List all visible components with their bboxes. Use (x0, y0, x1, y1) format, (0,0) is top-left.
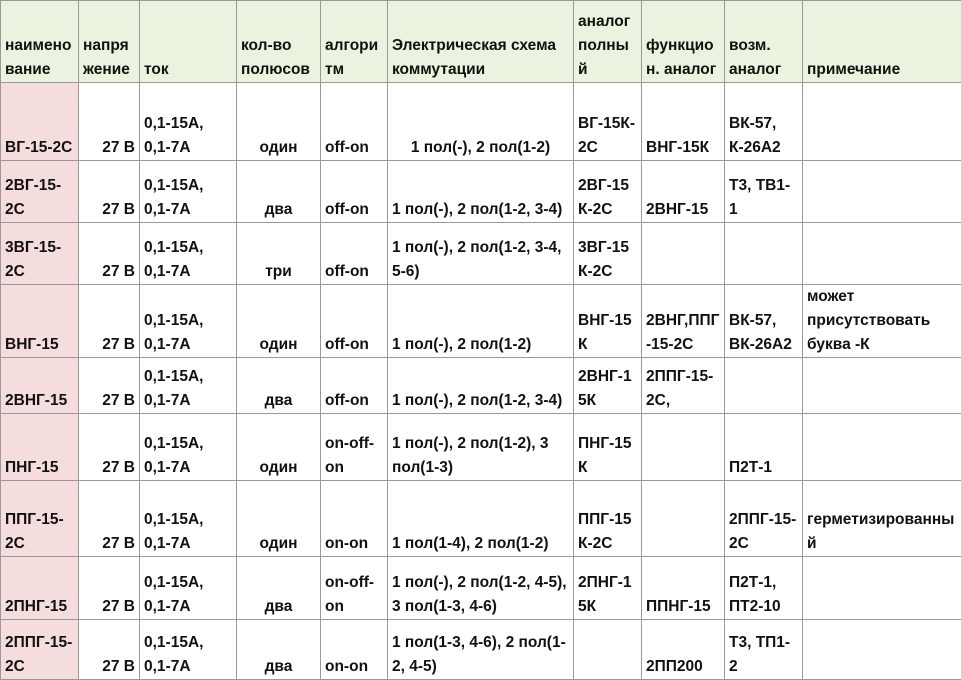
name-cell[interactable]: 2ВНГ-15 (1, 358, 79, 414)
header-cell[interactable]: наименование (1, 1, 79, 83)
table-row (1, 358, 961, 414)
circuit-cell[interactable]: 1 пол(-), 2 пол(1-2), 3 пол(1-3) (388, 414, 574, 481)
name-cell[interactable]: 3ВГ-15-2С (1, 223, 79, 285)
table-row (1, 557, 961, 620)
name-cell[interactable]: ПНГ-15 (1, 414, 79, 481)
circuit-cell[interactable]: 1 пол(-), 2 пол(1-2) (388, 83, 574, 161)
full-analog-cell[interactable]: ВГ-15К-2С (574, 83, 642, 161)
functional-analog-cell[interactable]: ППНГ-15 (642, 557, 725, 620)
voltage-cell[interactable]: 27 В (79, 161, 140, 223)
current-cell[interactable]: 0,1-15А, 0,1-7А (140, 481, 237, 557)
note-cell[interactable] (803, 223, 961, 285)
algorithm-cell[interactable]: off-on (321, 161, 388, 223)
poles-cell[interactable]: один (237, 83, 321, 161)
possible-analog-cell[interactable]: П2Т-1, ПТ2-10 (725, 557, 803, 620)
algorithm-cell[interactable]: off-on (321, 83, 388, 161)
functional-analog-cell[interactable] (642, 414, 725, 481)
circuit-cell[interactable]: 1 пол(-), 2 пол(1-2, 3-4) (388, 161, 574, 223)
functional-analog-cell[interactable]: 2ПП200 (642, 620, 725, 680)
header-cell[interactable]: возм. аналог (725, 1, 803, 83)
header-cell[interactable]: кол-во полюсов (237, 1, 321, 83)
functional-analog-cell[interactable] (642, 223, 725, 285)
algorithm-cell[interactable]: on-off-on (321, 557, 388, 620)
functional-analog-cell[interactable]: 2ВНГ,ППГ-15-2С (642, 285, 725, 358)
full-analog-cell[interactable]: 3ВГ-15К-2С (574, 223, 642, 285)
name-cell[interactable]: ВНГ-15 (1, 285, 79, 358)
possible-analog-cell[interactable]: П2Т-1 (725, 414, 803, 481)
current-cell[interactable]: 0,1-15А, 0,1-7А (140, 358, 237, 414)
voltage-cell[interactable]: 27 В (79, 557, 140, 620)
table-row (1, 161, 961, 223)
full-analog-cell[interactable]: ПНГ-15К (574, 414, 642, 481)
algorithm-cell[interactable]: on-on (321, 481, 388, 557)
full-analog-cell[interactable]: ППГ-15К-2С (574, 481, 642, 557)
header-cell[interactable]: Электрическая схема коммутации (388, 1, 574, 83)
possible-analog-cell[interactable]: Т3, ТВ1-1 (725, 161, 803, 223)
voltage-cell[interactable]: 27 В (79, 414, 140, 481)
poles-cell[interactable]: два (237, 358, 321, 414)
note-cell[interactable] (803, 83, 961, 161)
header-cell[interactable]: примечание (803, 1, 961, 83)
current-cell[interactable]: 0,1-15А, 0,1-7А (140, 557, 237, 620)
header-cell[interactable]: ток (140, 1, 237, 83)
voltage-cell[interactable]: 27 В (79, 83, 140, 161)
possible-analog-cell[interactable] (725, 223, 803, 285)
table-row (1, 481, 961, 557)
possible-analog-cell[interactable] (725, 358, 803, 414)
full-analog-cell[interactable]: 2ПНГ-15К (574, 557, 642, 620)
functional-analog-cell[interactable] (642, 481, 725, 557)
possible-analog-cell[interactable]: ВК-57, ВК-26А2 (725, 285, 803, 358)
poles-cell[interactable]: два (237, 620, 321, 680)
algorithm-cell[interactable]: on-on (321, 620, 388, 680)
note-cell[interactable] (803, 620, 961, 680)
algorithm-cell[interactable]: off-on (321, 358, 388, 414)
name-cell[interactable]: ППГ-15-2С (1, 481, 79, 557)
voltage-cell[interactable]: 27 В (79, 481, 140, 557)
algorithm-cell[interactable]: off-on (321, 223, 388, 285)
name-cell[interactable]: 2ВГ-15-2С (1, 161, 79, 223)
full-analog-cell[interactable]: 2ВГ-15К-2С (574, 161, 642, 223)
full-analog-cell[interactable]: 2ВНГ-15К (574, 358, 642, 414)
circuit-cell[interactable]: 1 пол(-), 2 пол(1-2, 4-5), 3 пол(1-3, 4-6) (388, 557, 574, 620)
poles-cell[interactable]: два (237, 557, 321, 620)
voltage-cell[interactable]: 27 В (79, 285, 140, 358)
voltage-cell[interactable]: 27 В (79, 223, 140, 285)
poles-cell[interactable]: один (237, 481, 321, 557)
algorithm-cell[interactable]: off-on (321, 285, 388, 358)
current-cell[interactable]: 0,1-15А, 0,1-7А (140, 161, 237, 223)
possible-analog-cell[interactable]: Т3, ТП1-2 (725, 620, 803, 680)
voltage-cell[interactable]: 27 В (79, 620, 140, 680)
current-cell[interactable]: 0,1-15А, 0,1-7А (140, 83, 237, 161)
table-row (1, 223, 961, 285)
full-analog-cell[interactable]: ВНГ-15К (574, 285, 642, 358)
current-cell[interactable]: 0,1-15А, 0,1-7А (140, 620, 237, 680)
circuit-cell[interactable]: 1 пол(-), 2 пол(1-2) (388, 285, 574, 358)
note-cell[interactable] (803, 557, 961, 620)
header-row (1, 1, 961, 83)
voltage-cell[interactable]: 27 В (79, 358, 140, 414)
functional-analog-cell[interactable]: 2ППГ-15-2С, (642, 358, 725, 414)
full-analog-cell[interactable] (574, 620, 642, 680)
current-cell[interactable]: 0,1-15А, 0,1-7А (140, 285, 237, 358)
table-row (1, 620, 961, 680)
note-cell[interactable] (803, 358, 961, 414)
header-cell[interactable]: напряжение (79, 1, 140, 83)
table-row (1, 285, 961, 358)
poles-cell[interactable]: один (237, 414, 321, 481)
functional-analog-cell[interactable]: 2ВНГ-15 (642, 161, 725, 223)
note-cell[interactable] (803, 414, 961, 481)
table-row (1, 83, 961, 161)
name-cell[interactable]: ВГ-15-2С (1, 83, 79, 161)
header-cell[interactable]: функцион. аналог (642, 1, 725, 83)
circuit-cell[interactable]: 1 пол(1-3, 4-6), 2 пол(1-2, 4-5) (388, 620, 574, 680)
circuit-cell[interactable]: 1 пол(-), 2 пол(1-2, 3-4, 5-6) (388, 223, 574, 285)
possible-analog-cell[interactable]: 2ППГ-15-2С (725, 481, 803, 557)
possible-analog-cell[interactable]: ВК-57, К-26А2 (725, 83, 803, 161)
current-cell[interactable]: 0,1-15А, 0,1-7А (140, 223, 237, 285)
functional-analog-cell[interactable]: ВНГ-15К (642, 83, 725, 161)
note-cell[interactable] (803, 161, 961, 223)
name-cell[interactable]: 2ППГ-15-2С (1, 620, 79, 680)
circuit-cell[interactable]: 1 пол(-), 2 пол(1-2, 3-4) (388, 358, 574, 414)
current-cell[interactable]: 0,1-15А, 0,1-7А (140, 414, 237, 481)
circuit-cell[interactable]: 1 пол(1-4), 2 пол(1-2) (388, 481, 574, 557)
header-cell[interactable]: алгоритм (321, 1, 388, 83)
poles-cell[interactable]: два (237, 161, 321, 223)
poles-cell[interactable]: один (237, 285, 321, 358)
table-row (1, 414, 961, 481)
note-cell[interactable]: герметизированный (803, 481, 961, 557)
header-cell[interactable]: аналог полный (574, 1, 642, 83)
name-cell[interactable]: 2ПНГ-15 (1, 557, 79, 620)
algorithm-cell[interactable]: on-off-on (321, 414, 388, 481)
note-cell[interactable]: может присутствовать буква -К (803, 285, 961, 358)
poles-cell[interactable]: три (237, 223, 321, 285)
